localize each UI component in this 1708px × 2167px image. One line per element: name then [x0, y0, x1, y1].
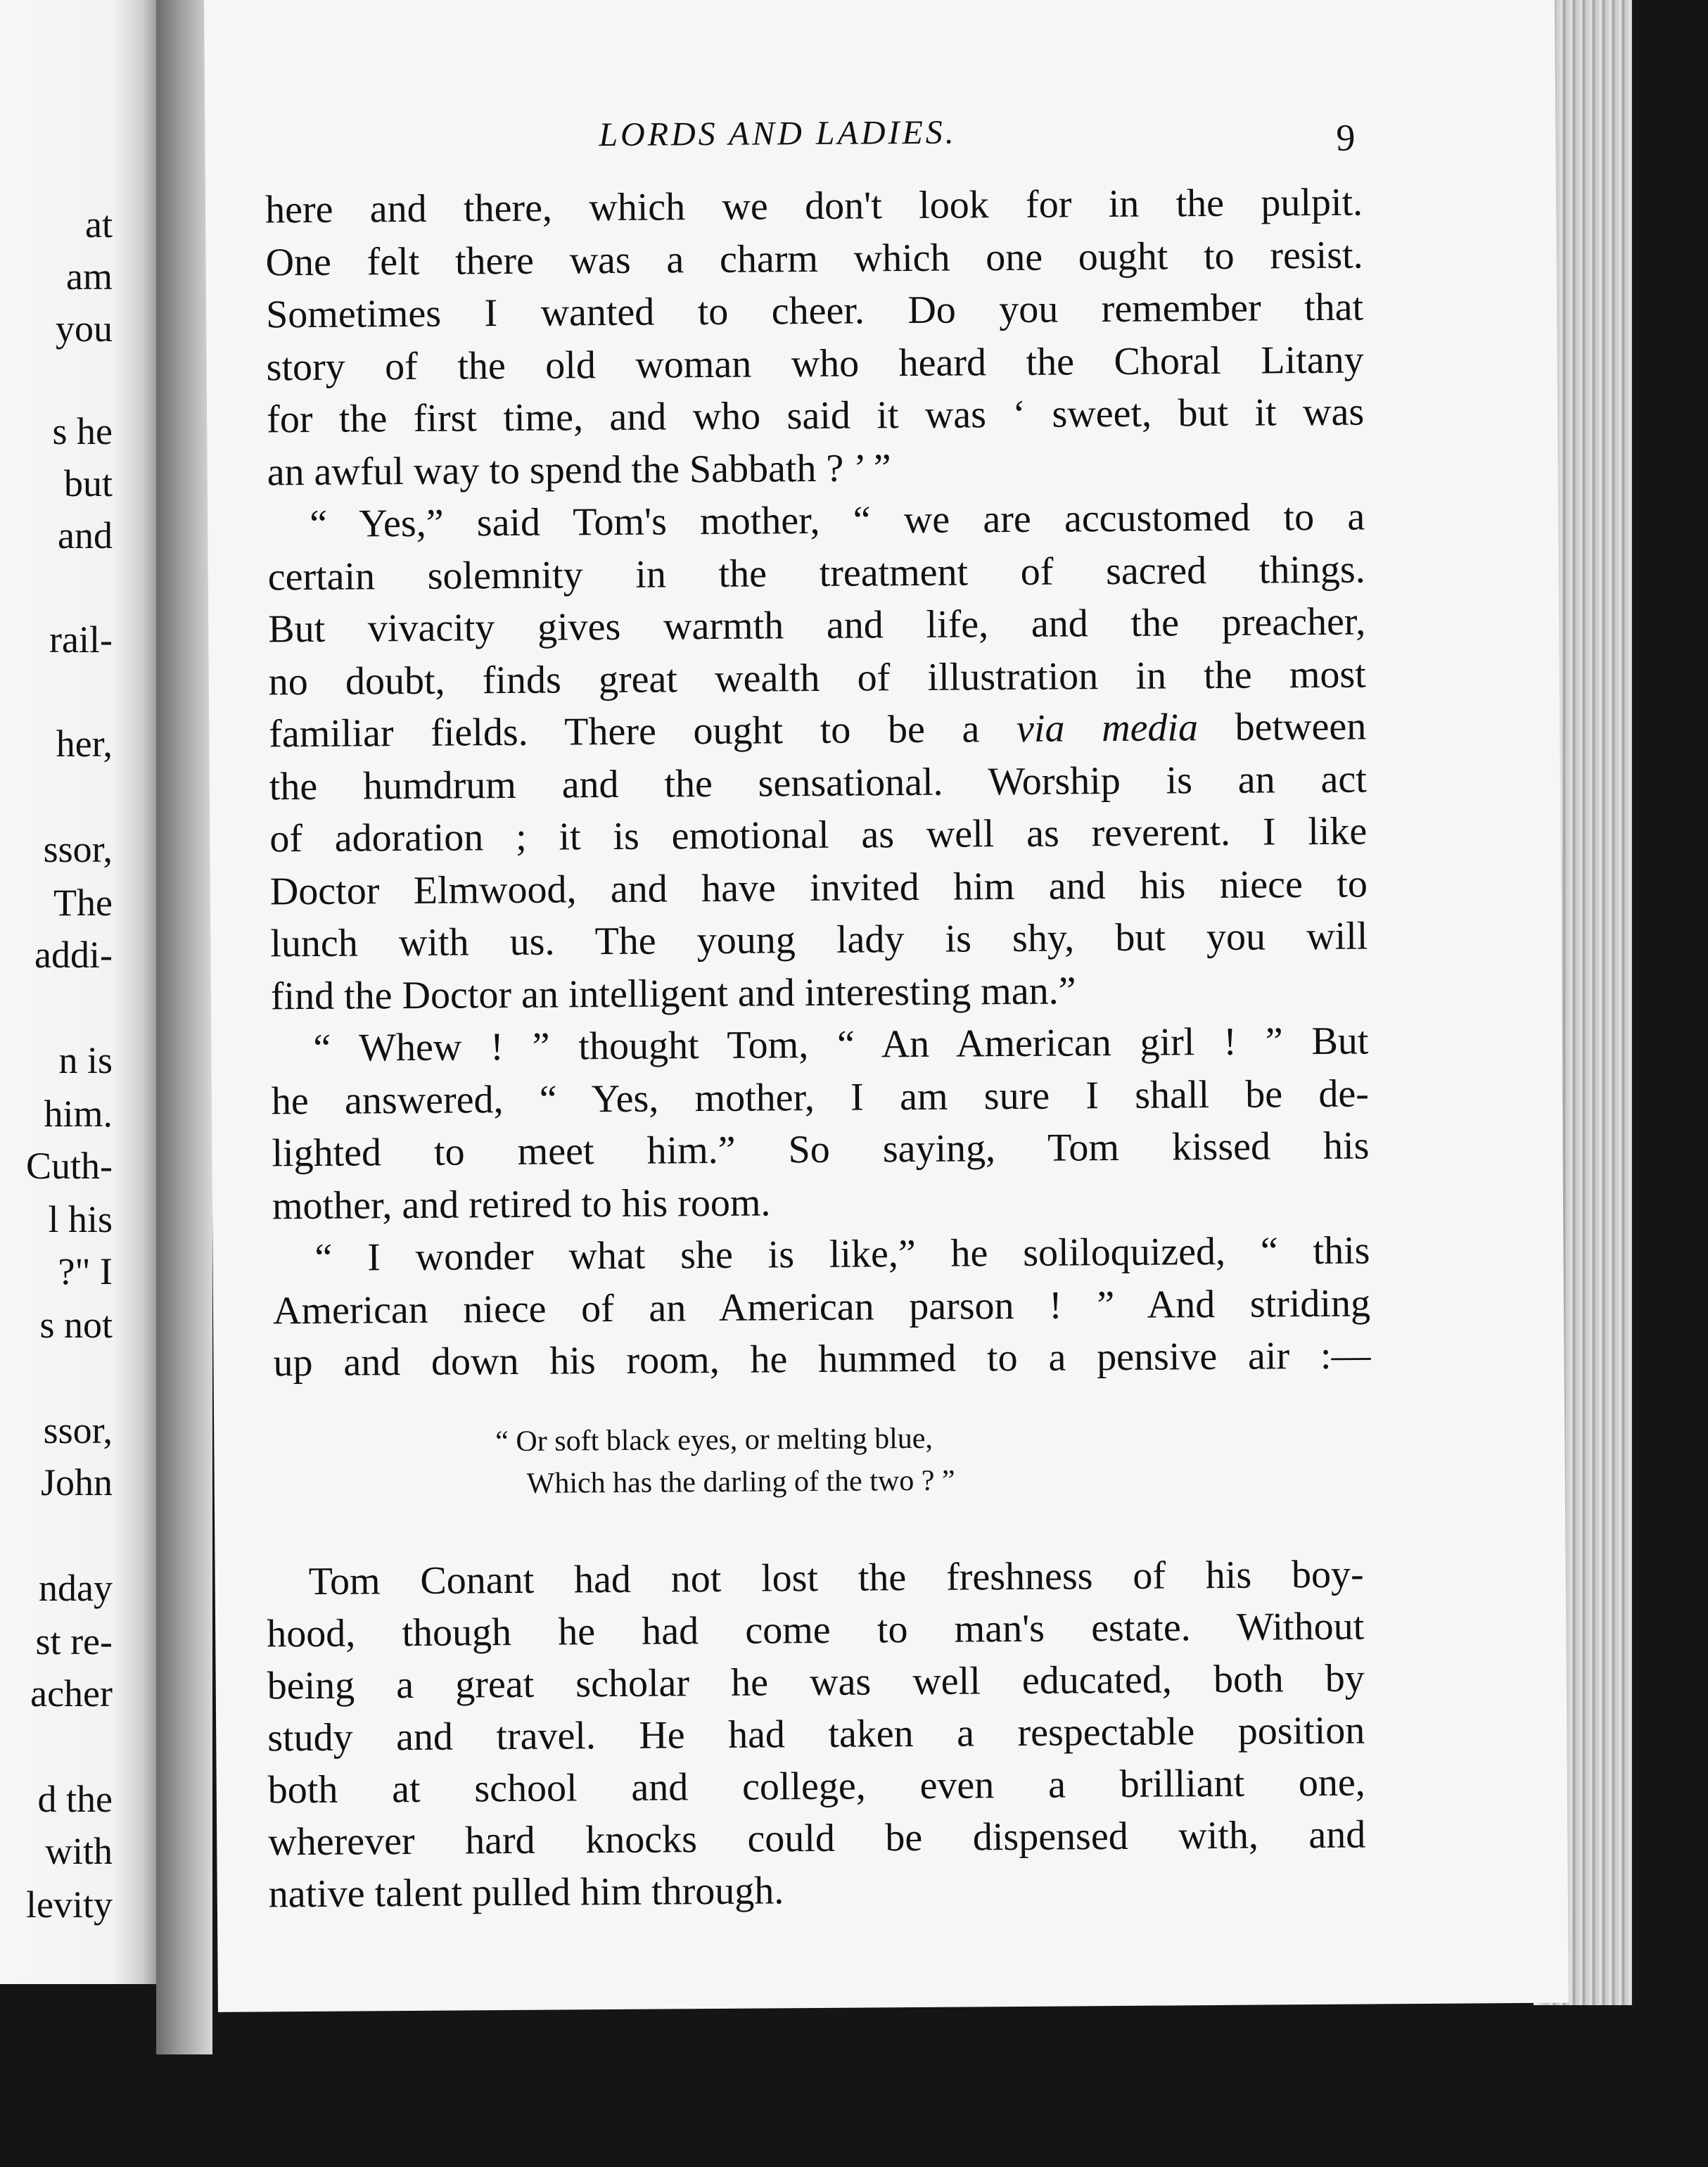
text-line: Sometimes I wanted to cheer. Do you remember that: [265, 285, 1364, 337]
text-line: he answered, “ Yes, mother, I am sure I shall be de-: [271, 1071, 1370, 1123]
left-fragment: with: [44, 1830, 113, 1872]
text-line: American niece of an American parson ! ” And striding: [272, 1280, 1371, 1333]
text-line-with-italic: [269, 700, 1366, 760]
left-fragment: acher: [30, 1672, 113, 1715]
left-fragment: nday: [39, 1567, 113, 1609]
text-line: study and travel. He had taken a respectable position: [267, 1708, 1365, 1760]
left-fragment: The: [53, 882, 113, 924]
text-line: “ Yes,” said Tom's mother, “ we are accustomed to a: [309, 495, 1365, 546]
book-gutter-shadow: [156, 0, 212, 2054]
text-line: find the Doctor an intelligent and interesting man.”: [270, 968, 1076, 1018]
text-line: story of the old woman who heard the Choral Litany: [266, 338, 1364, 389]
left-fragment: rail-: [49, 618, 113, 661]
left-fragment: am: [66, 255, 113, 298]
italic-phrase: via media: [1016, 706, 1199, 751]
text-line: native talent pulled him through.: [268, 1869, 784, 1917]
left-fragment: John: [40, 1461, 113, 1504]
left-fragment: you: [56, 307, 113, 350]
text-segment: between: [1197, 704, 1367, 750]
left-fragment: ssor,: [43, 1409, 113, 1451]
text-line: “ Whew ! ” thought Tom, “ An American girl ! ” But: [313, 1019, 1369, 1070]
left-fragment: him.: [44, 1093, 113, 1135]
left-fragment: levity: [26, 1883, 113, 1926]
text-line: of adoration ; it is emotional as well as reverent. I like: [269, 809, 1368, 861]
left-fragment: st re-: [35, 1620, 113, 1663]
text-line: no doubt, finds great wealth of illustration in the most: [268, 652, 1366, 704]
text-line: here and there, which we don't look for in the pulpit.: [265, 180, 1363, 232]
left-fragment: l his: [48, 1198, 113, 1240]
left-fragment: her,: [56, 723, 113, 765]
text-line: Doctor Elmwood, and have invited him and his niece to: [269, 861, 1368, 913]
left-fragment: ?" I: [58, 1250, 113, 1292]
text-segment: familiar fields. There ought to be a: [269, 706, 1017, 756]
text-line: the humdrum and the sensational. Worship is an act: [269, 756, 1367, 808]
text-line: being a great scholar he was well educated, both by: [267, 1656, 1365, 1708]
verse-quotation: [495, 1418, 955, 1506]
running-head: LORDS AND LADIES.: [599, 113, 957, 154]
text-line: lunch with us. The young lady is shy, but you will: [270, 914, 1368, 966]
text-line: an awful way to spend the Sabbath ? ’ ”: [267, 445, 891, 494]
left-fragment: but: [63, 462, 113, 504]
left-fragment: s he: [52, 410, 113, 452]
text-line: for the first time, and who said it was ‘ sweet, but it was: [266, 390, 1365, 442]
left-fragment: addi-: [34, 934, 113, 976]
main-text-block: [265, 177, 1371, 1390]
left-facing-page: [0, 0, 162, 1984]
text-line: But vivacity gives warmth and life, and the preacher,: [268, 599, 1366, 652]
text-line: wherever hard knocks could be dispensed with, and: [268, 1812, 1366, 1864]
text-line: up and down his room, he hummed to a pensive air :—: [273, 1333, 1371, 1385]
verse-line: Which has the darling of the two ? ”: [526, 1464, 955, 1500]
left-fragment: n is: [58, 1039, 113, 1081]
text-line: One felt there was a charm which one ought to resist.: [265, 233, 1363, 284]
text-line: mother, and retired to his room.: [272, 1180, 771, 1228]
text-line: hood, though he had come to man's estate. Without: [266, 1604, 1365, 1656]
left-fragment: s not: [39, 1304, 113, 1346]
text-line: lighted to meet him.” So saying, Tom kissed his: [272, 1124, 1370, 1176]
left-fragment: and: [58, 514, 113, 557]
text-line: certain solemnity in the treatment of sacred things.: [267, 547, 1365, 599]
closing-paragraph: [266, 1549, 1366, 1921]
left-fragment: Cuth-: [25, 1145, 113, 1187]
text-line: “ I wonder what she is like,” he soliloquized, “ this: [314, 1228, 1370, 1280]
text-line: both at school and college, even a brilliant one,: [267, 1760, 1365, 1812]
right-page: [204, 0, 1569, 2012]
left-fragment: ssor,: [43, 828, 113, 870]
verse-line: “ Or soft black eyes, or melting blue,: [495, 1422, 933, 1459]
left-fragment: d the: [37, 1778, 113, 1820]
text-line: Tom Conant had not lost the freshness of his boy-: [308, 1552, 1364, 1604]
page-number: 9: [1336, 116, 1356, 159]
left-fragment: at: [85, 203, 113, 246]
